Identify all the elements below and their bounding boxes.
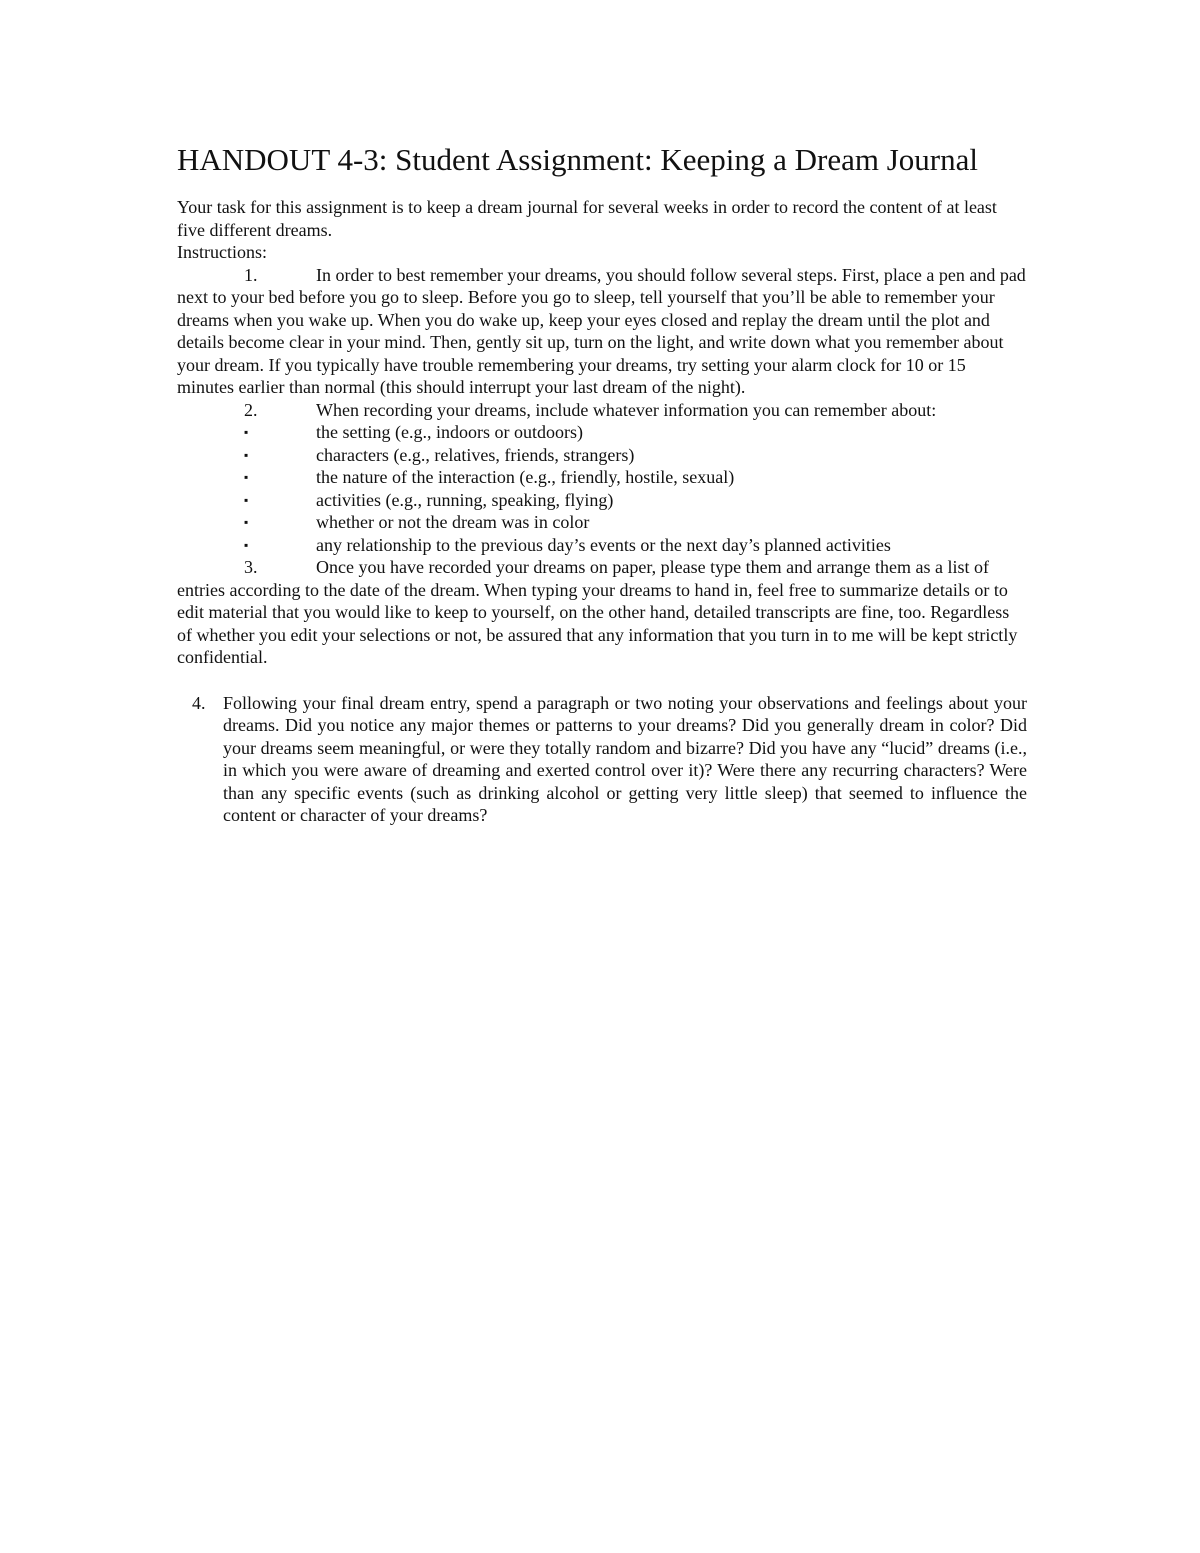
bullet-item xyxy=(177,511,1027,534)
bullet-item xyxy=(177,421,1027,444)
bullet-text: any relationship to the previous day’s events or the next day’s planned activities xyxy=(316,534,891,555)
bullet-text: activities (e.g., running, speaking, flying) xyxy=(316,489,614,510)
intro-paragraph: Your task for this assignment is to keep a dream journal for several weeks in order to record the content of at least five different dreams. xyxy=(177,197,997,240)
bullet-list xyxy=(177,421,1027,556)
item-number: 2. xyxy=(244,399,258,420)
bullet-icon: ▪ xyxy=(244,537,249,552)
instructions-label: Instructions: xyxy=(177,242,267,262)
bullet-item xyxy=(177,466,1027,489)
item-text: When recording your dreams, include whatever information you can remember about: xyxy=(316,399,937,420)
bullet-item xyxy=(177,534,1027,557)
item-text: Once you have recorded your dreams on paper, please type them and arrange them as a list of entries according to the date of the dream. When typing your dreams to hand in, feel free to summarize details or to edit material that you would like to keep to yourself, on the other hand, detailed transcripts are fine, too. Regardless of whether you edit your selections or not, be assured that any information that you turn in to me will be kept strictly confidential. xyxy=(177,557,1018,667)
bullet-icon: ▪ xyxy=(244,515,249,529)
bullet-text: characters (e.g., relatives, friends, strangers) xyxy=(316,444,635,465)
item-text: Following your final dream entry, spend a paragraph or two noting your observations and feelings about your dreams. Did you notice any major themes or patterns to your dreams? Did you generally dream in color? Did your dreams seem meaningful, or were they totally random and bizarre? Did you have any “lucid” dreams (i.e., in which you were aware of dreaming and exerted control over it)? Were there any recurring characters? Were than any specific events (such as drinking alcohol or getting very little sleep) that seemed to influence the content or character of your dreams? xyxy=(223,692,1027,825)
bullet-text: the nature of the interaction (e.g., friendly, hostile, sexual) xyxy=(316,467,735,487)
bullet-icon: ▪ xyxy=(244,470,249,484)
item-number: 4. xyxy=(192,692,206,713)
bullet-text: the setting (e.g., indoors or outdoors) xyxy=(316,422,583,442)
bullet-item xyxy=(177,489,1027,512)
bullet-item xyxy=(177,444,1027,467)
item-number: 1. xyxy=(244,264,258,285)
instruction-item-1 xyxy=(177,264,1027,399)
instruction-item-2 xyxy=(177,399,1027,422)
instruction-item-4 xyxy=(177,692,1027,827)
item-text: In order to best remember your dreams, you should follow several steps. First, place a pen and pad next to your bed before you go to sleep. Before you go to sleep, tell yourself that you’ll be able to remember your dreams when you wake up. When you do wake up, keep your eyes closed and replay the dream until the plot and details become clear in your mind. Then, gently sit up, turn on the light, and write down what you remember about your dream. If you typically have trouble remembering your dreams, try setting your alarm clock for 10 or 15 minutes earlier than normal (this should interrupt your last dream of the night). xyxy=(177,264,1026,397)
bullet-text: whether or not the dream was in color xyxy=(316,512,590,532)
instruction-item-3 xyxy=(177,556,1027,669)
bullet-icon: ▪ xyxy=(244,425,249,439)
bullet-icon: ▪ xyxy=(244,492,249,507)
handout-page xyxy=(177,138,1027,827)
page-title: HANDOUT 4-3: Student Assignment: Keeping a Dream Journal xyxy=(177,142,979,177)
handout-body xyxy=(177,196,1027,827)
item-number: 3. xyxy=(244,557,258,577)
bullet-icon: ▪ xyxy=(244,447,249,462)
